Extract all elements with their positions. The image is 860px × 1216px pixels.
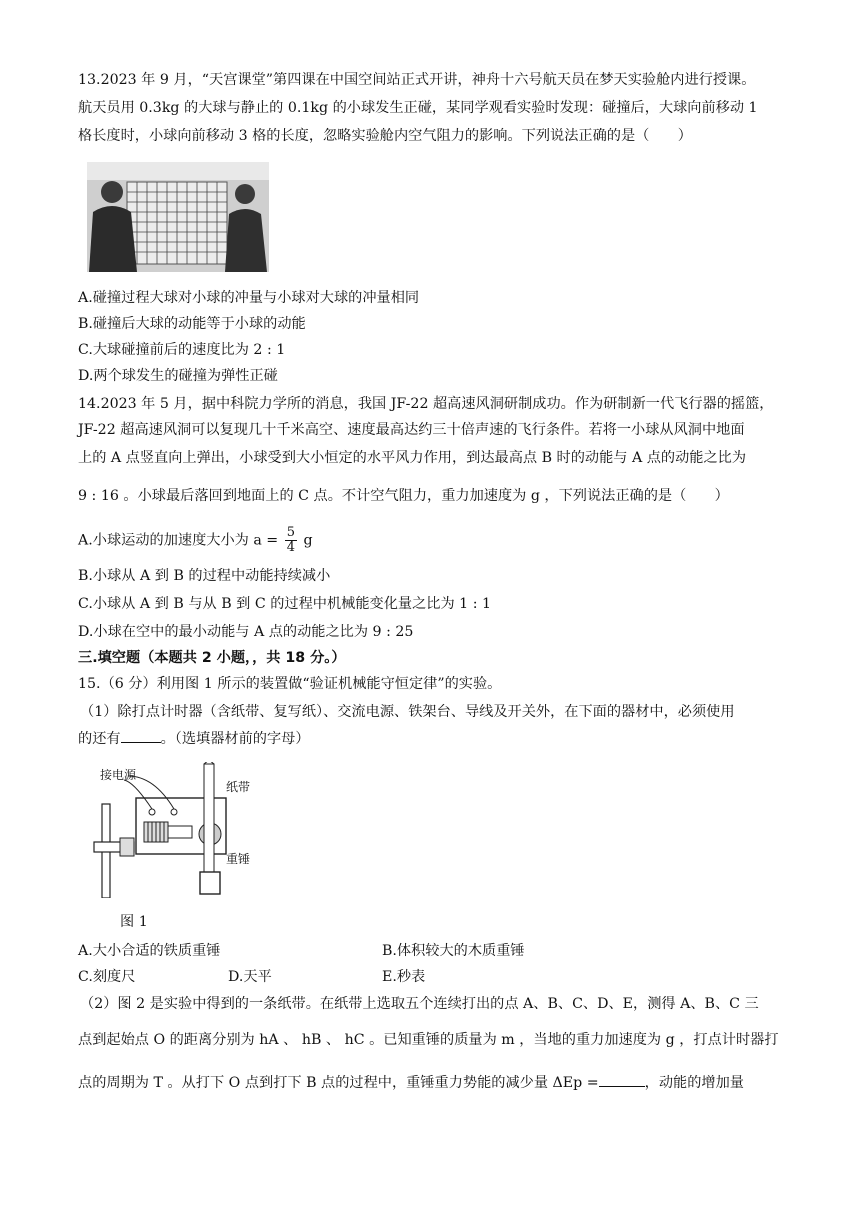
answer-blank <box>121 728 161 743</box>
q14-option-c: C.小球从 A 到 B 与从 B 到 C 的过程中机械能变化量之比为 1 : 1 <box>78 596 492 612</box>
q15-option-a: A.大小合适的铁质重锤 <box>78 943 221 959</box>
fraction-denominator: 4 <box>286 540 295 555</box>
q15-part2-line1: （2）图 2 是实验中得到的一条纸带。在纸带上选取五个连续打出的点 A、B、C、D、E，测得 A、B、C 三 <box>80 996 759 1012</box>
q13-line2: 航天员用 0.3kg 的大球与静止的 0.1kg 的小球发生正碰，某同学观看实验时发现：碰撞后，大球向前移动 1 <box>78 100 758 116</box>
q15-option-c: C.刻度尺 <box>78 969 136 985</box>
q13-option-a: A.碰撞过程大球对小球的冲量与小球对大球的冲量相同 <box>78 290 420 306</box>
q15-part2-text-b: ，动能的增加量 <box>644 1075 744 1091</box>
q15-part1-line1: （1）除打点计时器（含纸带、复写纸）、交流电源、铁架台、导线及开关外，在下面的器材中，必须使用 <box>80 704 735 720</box>
q15-part1-text-a: 的还有 <box>78 731 121 747</box>
q13-option-d: D.两个球发生的碰撞为弹性正碰 <box>78 368 278 384</box>
q14-option-a-fraction <box>285 526 297 555</box>
q15-part2-line3 <box>78 1072 744 1093</box>
q14-line3: 上的 A 点竖直向上弹出，小球受到大小恒定的水平风力作用，到达最高点 B 时的动能与 A 点的动能之比为 <box>78 450 747 466</box>
q15-part2-line2: 点到起始点 O 的距离分别为 hA 、 hB 、 hC 。已知重锤的质量为 m ，当地的重力加速度为 g ，打点计时器打 <box>78 1032 779 1048</box>
q15-part1-line2 <box>78 728 310 749</box>
answer-blank <box>599 1072 645 1087</box>
label-power-supply: 接电源 <box>100 768 137 782</box>
q14-line1: 14.2023 年 5 月，据中科院力学所的消息，我国 JF-22 超高速风洞研制成功。作为研制新一代飞行器的摇篮， <box>78 396 774 412</box>
section-heading: 三.填空题（本题共 2 小题，，共 18 分。） <box>78 650 346 666</box>
q15-part2-text-a: 点的周期为 T 。从打下 O 点到打下 B 点的过程中，重锤重力势能的减少量 ΔEp = <box>78 1075 599 1091</box>
q13-line3: 格长度时，小球向前移动 3 格的长度，忽略实验舱内空气阻力的影响。下列说法正确的是（ ） <box>78 128 692 144</box>
label-paper-tape: 纸带 <box>226 780 251 794</box>
q14-option-a-prefix: A.小球运动的加速度大小为 a = <box>78 532 279 549</box>
q15-option-e: E.秒表 <box>382 969 426 985</box>
q14-line2: JF-22 超高速风洞可以复现几十千米高空、速度最高达约三十倍声速的飞行条件。若将一小球从风洞中地面 <box>78 422 745 438</box>
q14-option-a-suffix: g <box>303 532 313 549</box>
q14-option-d: D.小球在空中的最小动能与 A 点的动能之比为 9 : 25 <box>78 624 414 640</box>
q14-option-b: B.小球从 A 到 B 的过程中动能持续减小 <box>78 568 331 584</box>
figure-1-apparatus <box>84 762 264 898</box>
label-weight: 重锤 <box>226 852 251 866</box>
q15-part1-text-b: 。（选填器材前的字母） <box>160 731 310 747</box>
figure-1-caption: 图 1 <box>120 914 148 930</box>
tiangong-classroom-photo <box>87 162 269 272</box>
q15-option-d: D.天平 <box>228 969 272 985</box>
q15-intro: 15.（6 分）利用图 1 所示的装置做“验证机械能守恒定律”的实验。 <box>78 676 502 692</box>
q13-option-c: C.大球碰撞前后的速度比为 2 : 1 <box>78 342 286 358</box>
q15-option-b: B.体积较大的木质重锤 <box>382 943 525 959</box>
fraction-numerator: 5 <box>286 525 295 540</box>
q14-option-a <box>78 526 313 555</box>
q14-line4: 9 : 16 。小球最后落回到地面上的 C 点。不计空气阻力，重力加速度为 g ，下列说法正确的是（ ） <box>78 488 729 504</box>
q13-line1: 13.2023 年 9 月，“天宫课堂”第四课在中国空间站正式开讲，神舟十六号航天员在梦天实验舱内进行授课。 <box>78 72 756 88</box>
q13-option-b: B.碰撞后大球的动能等于小球的动能 <box>78 316 306 332</box>
